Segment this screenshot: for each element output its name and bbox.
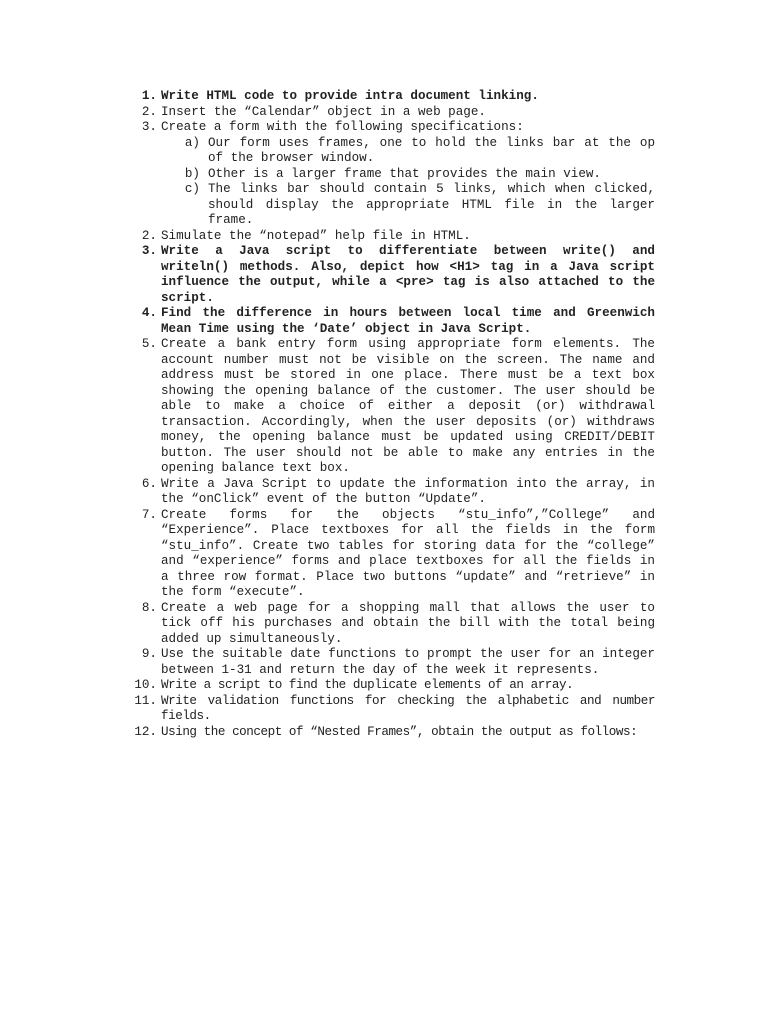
item-text: Write a Java script to differentiate between write() and writeln() methods. Also, depict how <H1> tag in a Java script influence the output, while a <pre> tag is also attached to the script. — [161, 244, 655, 305]
item-text: Create a bank entry form using appropriate form elements. The account number must not be visible on the screen. The name and address must be stored in one place. There must be a text box showing the opening balance of the customer. The user should be able to make a choice of either a deposit (or) withdrawal transaction. Accordingly, when the user deposits (or) withdraws money, the opening balance must be updated using CREDIT/DEBIT button. The user should not be able to make any entries in the opening balance text box. — [161, 337, 655, 475]
item-number: 3. — [141, 120, 157, 134]
item-text: Other is a larger frame that provides the main view. — [208, 166, 601, 181]
item-text: Insert the “Calendar” object in a web page. — [161, 104, 486, 119]
item-number: 11. — [134, 693, 157, 708]
item-number: 9. — [141, 647, 157, 661]
list-item — [141, 104, 655, 121]
item-text: Write HTML code to provide intra document linking. — [161, 89, 539, 103]
list-item — [141, 244, 655, 306]
list-item — [141, 507, 655, 601]
list-item — [134, 678, 655, 694]
list-item — [141, 228, 655, 245]
item-text: Create a web page for a shopping mall that allows the user to tick off his purchases and obtain the bill with the total being added up simultaneously. — [161, 600, 655, 646]
list-item — [141, 600, 655, 648]
item-text: Find the difference in hours between local time and Greenwich Mean Time using the ‘Date’ object in Java Script. — [161, 306, 655, 336]
item-text: Write validation functions for checking the alphabetic and number fields. — [161, 693, 655, 723]
item-text: The links bar should contain 5 links, which when clicked, should display the appropriate HTML file in the larger frame. — [208, 182, 655, 227]
item-number: 8. — [141, 600, 157, 615]
document-page — [0, 89, 768, 740]
item-number: 1. — [141, 89, 157, 103]
sub-list-item — [184, 182, 655, 229]
list-item — [134, 693, 655, 725]
list-item — [141, 89, 655, 105]
item-number: 5. — [141, 337, 157, 351]
item-number: 12. — [134, 724, 157, 739]
item-text: Create forms for the objects “stu_info”,”College” and “Experience”. Place textboxes for all the fields in the form “stu_info”. Create two tables for storing data for the “college” and “experience” forms and place textboxes for all the fields in a three row format. Place two buttons “update” and “retrieve” in the form “execute”. — [161, 507, 655, 599]
item-number: 2. — [141, 104, 157, 119]
list-item — [134, 724, 655, 741]
list-item — [141, 647, 655, 678]
item-number: 4. — [141, 306, 157, 320]
list-item — [141, 306, 655, 337]
list-item — [141, 476, 655, 508]
item-text: Our form uses frames, one to hold the links bar at the op of the browser window. — [208, 135, 655, 165]
item-number: 2. — [141, 228, 157, 243]
item-number: 7. — [141, 507, 157, 522]
list-item — [141, 337, 655, 477]
item-number: a) — [184, 135, 200, 150]
item-number: c) — [184, 182, 200, 196]
item-text: Write a script to find the duplicate elements of an array. — [161, 678, 574, 692]
item-number: b) — [184, 166, 200, 181]
item-number: 10. — [134, 678, 157, 692]
item-text: Simulate the “notepad” help file in HTML. — [161, 228, 471, 243]
item-text: Using the concept of “Nested Frames”, obtain the output as follows: — [161, 724, 638, 739]
sub-list-item — [184, 166, 655, 183]
item-text: Create a form with the following specifications: — [161, 120, 524, 134]
sub-list-item — [184, 135, 655, 167]
item-number: 6. — [141, 476, 157, 491]
item-number: 3. — [141, 244, 157, 258]
list-item — [141, 120, 655, 136]
item-text: Use the suitable date functions to prompt the user for an integer between 1-31 and return the day of the week it represents. — [161, 647, 655, 677]
item-text: Write a Java Script to update the information into the array, in the “onClick” event of the button “Update”. — [161, 476, 655, 506]
